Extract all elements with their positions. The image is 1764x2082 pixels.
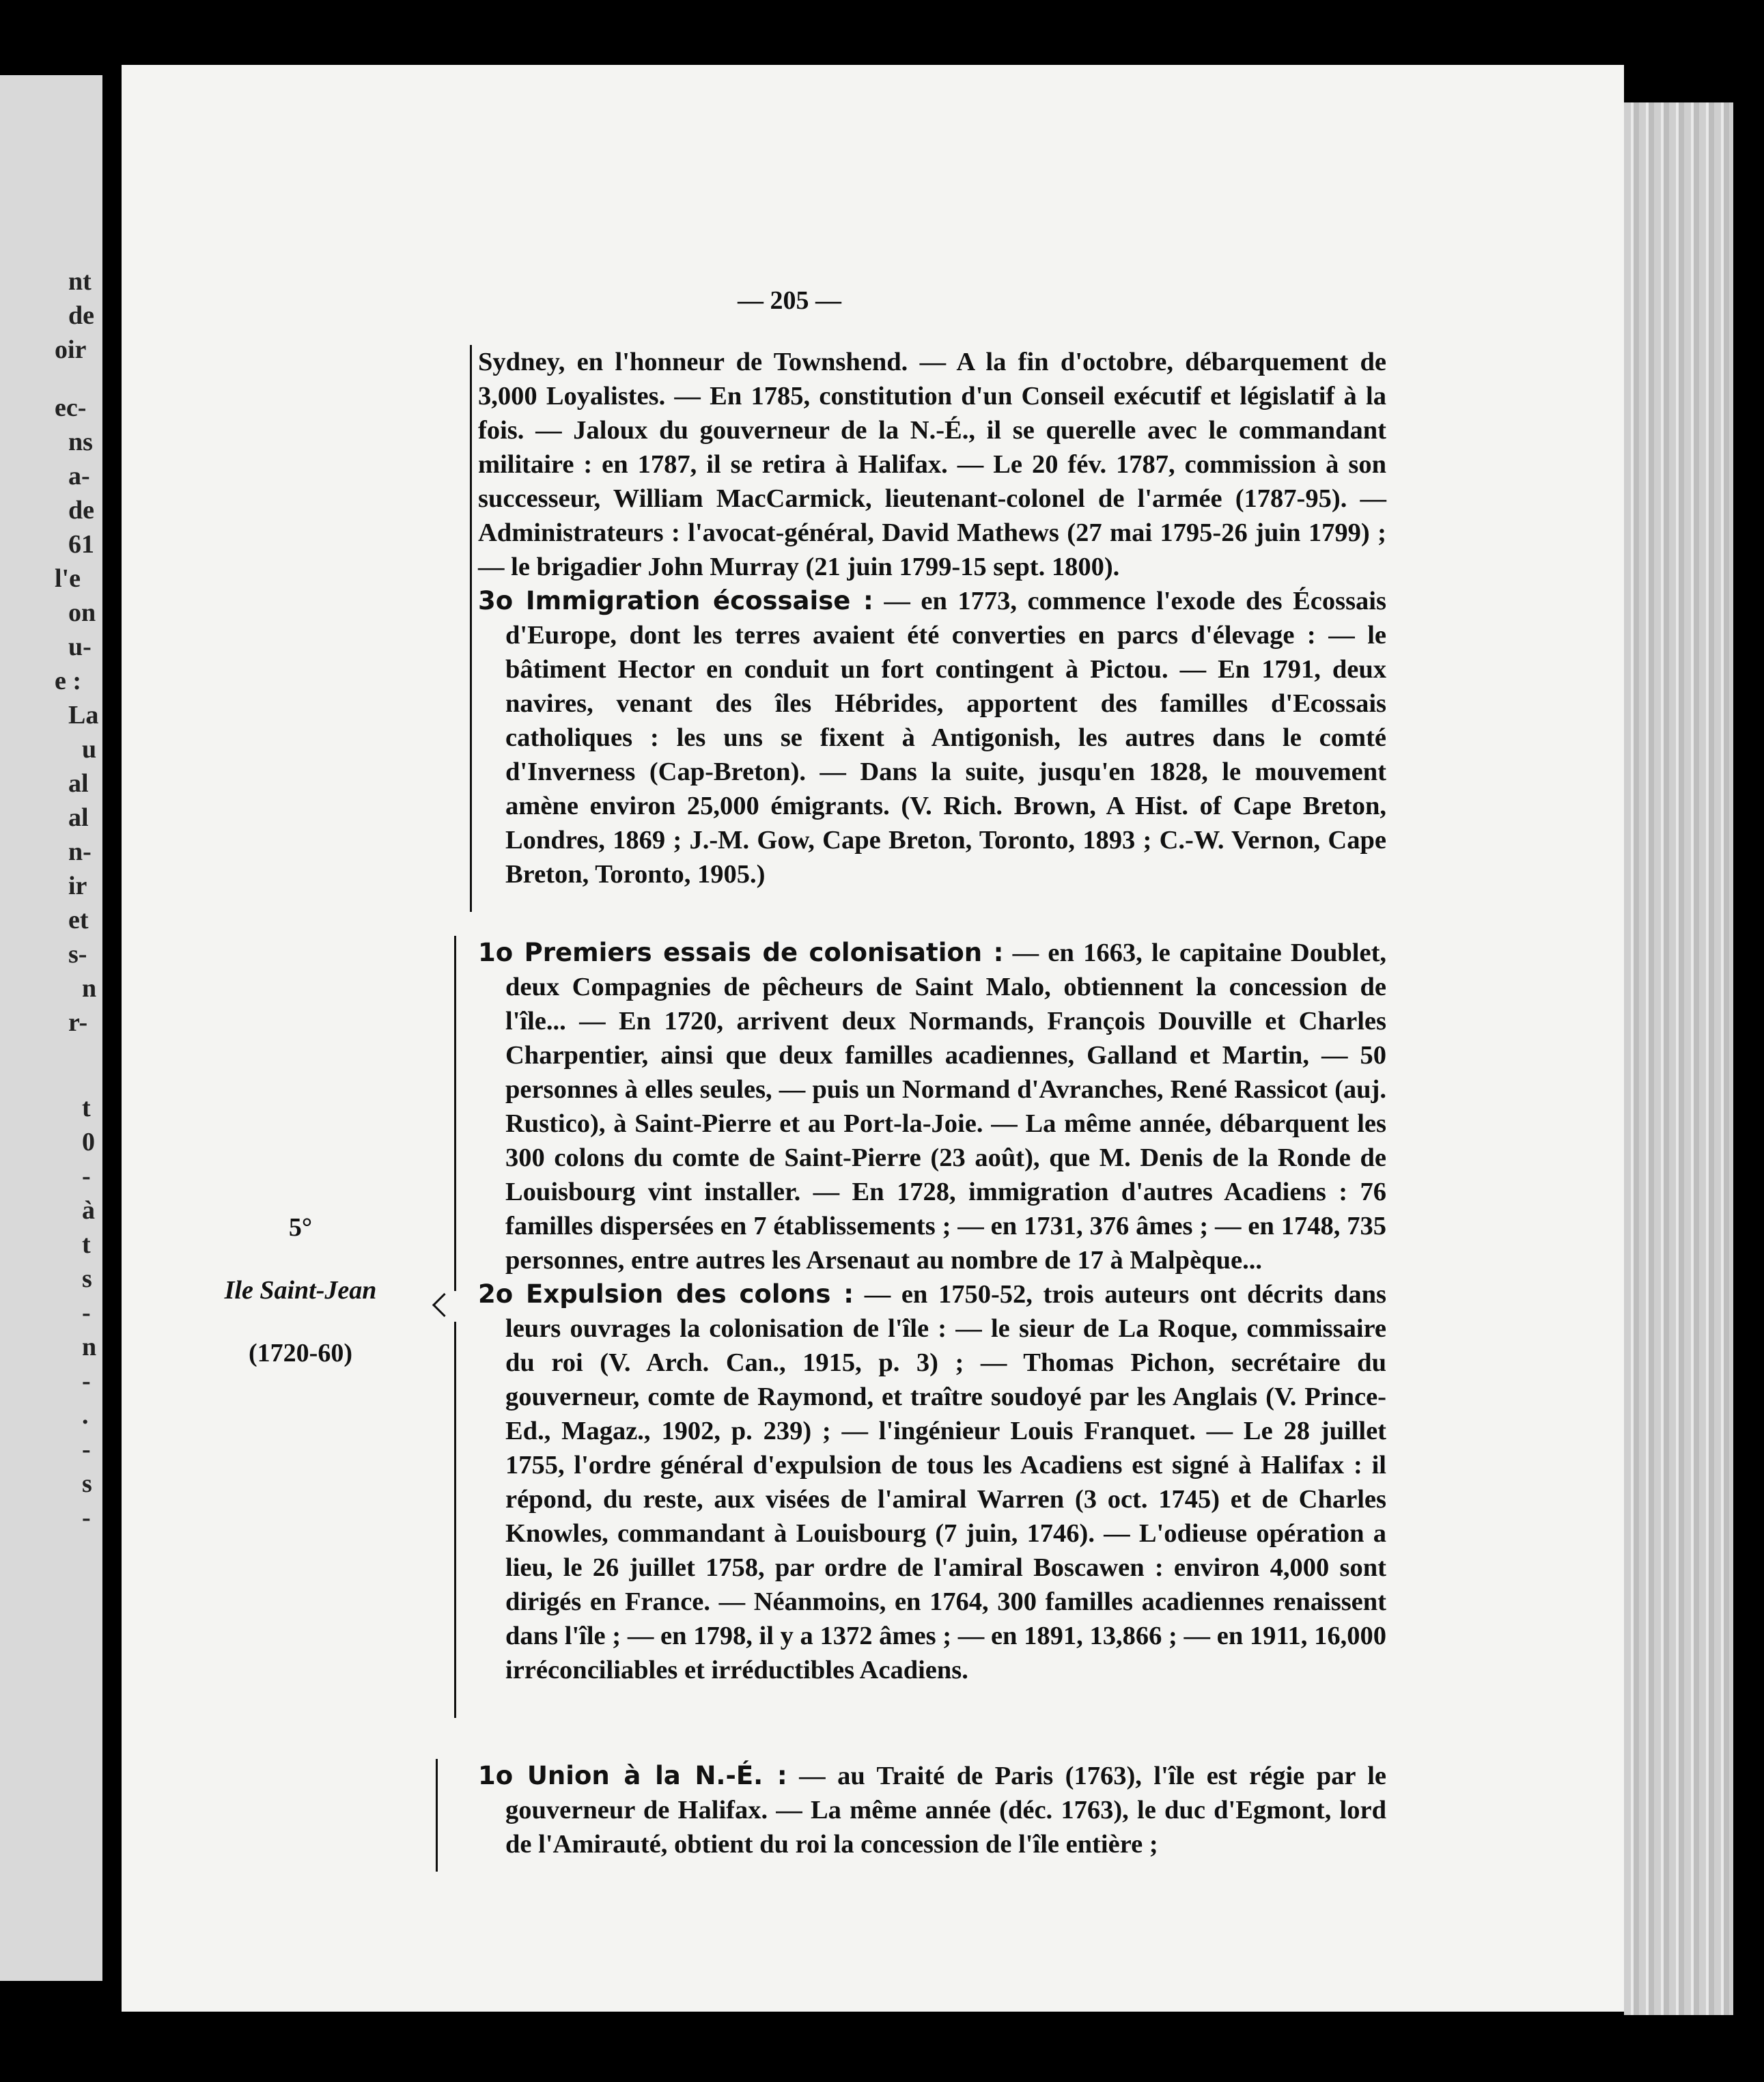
entry-text: — en 1750-52, trois auteurs ont décrits dans leurs ouvrages la colonisation de l'île : — le sieur de La Roque, commissaire du roi (V. Arch. Can., 1915, p. 3) ; — Thomas Pichon, secrétaire du gouverneur, comte de Raymond, et traître soudoyé par les Anglais (V. Prince-Ed., Magaz., 1902, p. 239) ; — l'ingénieur Louis Franquet. — Le 28 juillet 1755, l'ordre général d'expulsion de tous les Acadiens est signé à Halifax : il répond, du reste, aux visées de l'amiral Warren (3 oct. 1745) et de Charles Knowles, commandant à Louisbourg (7 juin, 1746). — L'odieuse opération a lieu, le 26 juillet 1758, par ordre de l'amiral Boscawen : environ 4,000 sont dirigés en France. — Néanmoins, en 1764, 300 familles acadiennes renaissent dans l'île ; — en 1798, il y a 1372 âmes ; — en 1891, 13,866 ; — en 1911, 16,000 irréconciliables et irréductibles Acadiens. <box>505 1280 1386 1684</box>
page-edge-stack <box>1624 102 1733 2015</box>
margin-heading <box>198 1212 403 1401</box>
fragment-text: à <box>82 1196 95 1225</box>
entry-heading: 3o Immigration écossaise : <box>478 586 873 615</box>
fragment-text: et <box>68 906 89 934</box>
entry-heading: 1o Premiers essais de colonisation : <box>478 938 1004 967</box>
adjacent-page-fragment <box>0 75 102 1981</box>
section-top-paragraph: Sydney, en l'honneur de Townshend. — A la fin d'octobre, débarquement de 3,000 Loyalistes. — En 1785, constitution d'un Conseil exécutif et législatif à la fois. — Jaloux du gouverneur de la N.-É., il se querelle avec le commandant militaire : en 1787, il se retira à Halifax. — Le 20 fév. 1787, commission à son successeur, William MacCarmick, lieutenant-colonel de l'armée (1787-95). — Administrateurs : l'avocat-général, David Mathews (27 mai 1795-26 juin 1799) ; — le brigadier John Murray (21 juin 1799-15 sept. 1800). <box>478 348 1386 581</box>
fragment-text: nt <box>68 267 92 296</box>
fragment-text: n <box>82 974 97 1003</box>
fragment-text: on <box>68 598 96 627</box>
fragment-text: oir <box>55 335 87 364</box>
page-number: — 205 — <box>738 286 841 315</box>
fragment-text: ns <box>68 428 93 456</box>
fragment-text: u <box>82 735 97 764</box>
fragment-text: 0 <box>82 1128 95 1156</box>
fragment-text: La <box>68 701 99 730</box>
fragment-text: - <box>82 1503 91 1532</box>
section-dates: (1720-60) <box>249 1339 352 1368</box>
entry-text: — en 1663, le capitaine Doublet, deux Compagnies de pêcheurs de Saint Malo, obtiennent la concession de l'île... — En 1720, arrivent deux Normands, François Douville et Charles Charpentier, ainsi que deux familles acadiennes, Galland et Martin, — 50 personnes à elles seules, — puis un Normand d'Avranches, René Rassicot (auj. Rustico), à Saint-Pierre et au Port-la-Joie. — La même année, débarquent les 300 colons du comte de Saint-Pierre (23 août), que M. Denis de la Ronde de Louisbourg vint installer. — En 1728, immigration d'autres Acadiens : 76 familles dispersées en 7 établissements ; — en 1731, 376 âmes ; — en 1748, 735 personnes, entre autres les Arsenaut au nombre de 17 à Malpèque... <box>505 939 1387 1275</box>
fragment-text: de <box>68 301 94 330</box>
entry-heading: 1o Union à la N.-É. : <box>478 1761 787 1790</box>
entry-heading: 2o Expulsion des colons : <box>478 1279 854 1309</box>
fragment-text: s <box>82 1469 92 1498</box>
fragment-text: al <box>68 769 89 798</box>
fragment-text: ec- <box>55 393 87 422</box>
section-top <box>478 345 1386 891</box>
fragment-text: . <box>82 1401 89 1430</box>
fragment-text: e : <box>55 667 82 695</box>
fragment-text: ir <box>68 872 87 900</box>
fragment-text: - <box>82 1162 91 1191</box>
entry-immigration <box>478 584 1386 891</box>
section-middle <box>478 936 1386 1687</box>
fragment-text: 61 <box>68 530 94 559</box>
fragment-text: t <box>82 1094 91 1122</box>
fragment-text: al <box>68 803 89 832</box>
fragment-text: n <box>82 1333 97 1361</box>
entry-union <box>478 1759 1386 1861</box>
fragment-text: - <box>82 1435 91 1464</box>
fragment-text: t <box>82 1230 91 1259</box>
bracket-line-top <box>470 345 472 912</box>
entry-text: — au Traité de Paris (1763), l'île est régie par le gouverneur de Halifax. — La même année (déc. 1763), le duc d'Egmont, lord de l'Amirauté, obtient du roi la concession de l'île entière ; <box>505 1762 1386 1859</box>
fragment-text: s- <box>68 940 87 969</box>
bracket-line-bottom <box>436 1759 438 1872</box>
bracket-line-middle-upper <box>454 936 456 1291</box>
entry-expulsion <box>478 1277 1386 1687</box>
fragment-text: u- <box>68 633 92 661</box>
section-bottom <box>478 1759 1386 1861</box>
fragment-text: l'e <box>55 564 81 593</box>
fragment-text: - <box>82 1299 91 1327</box>
fragment-text: r- <box>68 1008 88 1037</box>
fragment-text: de <box>68 496 94 525</box>
section-title: Ile Saint-Jean <box>224 1276 377 1305</box>
section-number: 5° <box>288 1213 313 1242</box>
entry-text: — en 1773, commence l'exode des Écossais d'Europe, dont les terres avaient été converties en parcs d'élevage : — le bâtiment Hector en conduit un fort contingent à Pictou. — En 1791, deux navires, venant des îles Hébrides, apportent des familles d'Ecossais catholiques : les uns se fixent à Antigonish, les autres dans le comté d'Inverness (Cap-Breton). — Dans la suite, jusqu'en 1828, le mouvement amène environ 25,000 émigrants. (V. Rich. Brown, A Hist. of Cape Breton, Londres, 1869 ; J.-M. Gow, Cape Breton, Toronto, 1893 ; C.-W. Vernon, Cape Breton, Toronto, 1905.) <box>505 587 1386 889</box>
entry-colonisation <box>478 936 1386 1277</box>
fragment-text: a- <box>68 462 90 490</box>
fragment-text: n- <box>68 837 92 866</box>
bracket-line-middle-lower <box>454 1322 456 1718</box>
fragment-text: s <box>82 1264 92 1293</box>
fragment-text: - <box>82 1367 91 1396</box>
